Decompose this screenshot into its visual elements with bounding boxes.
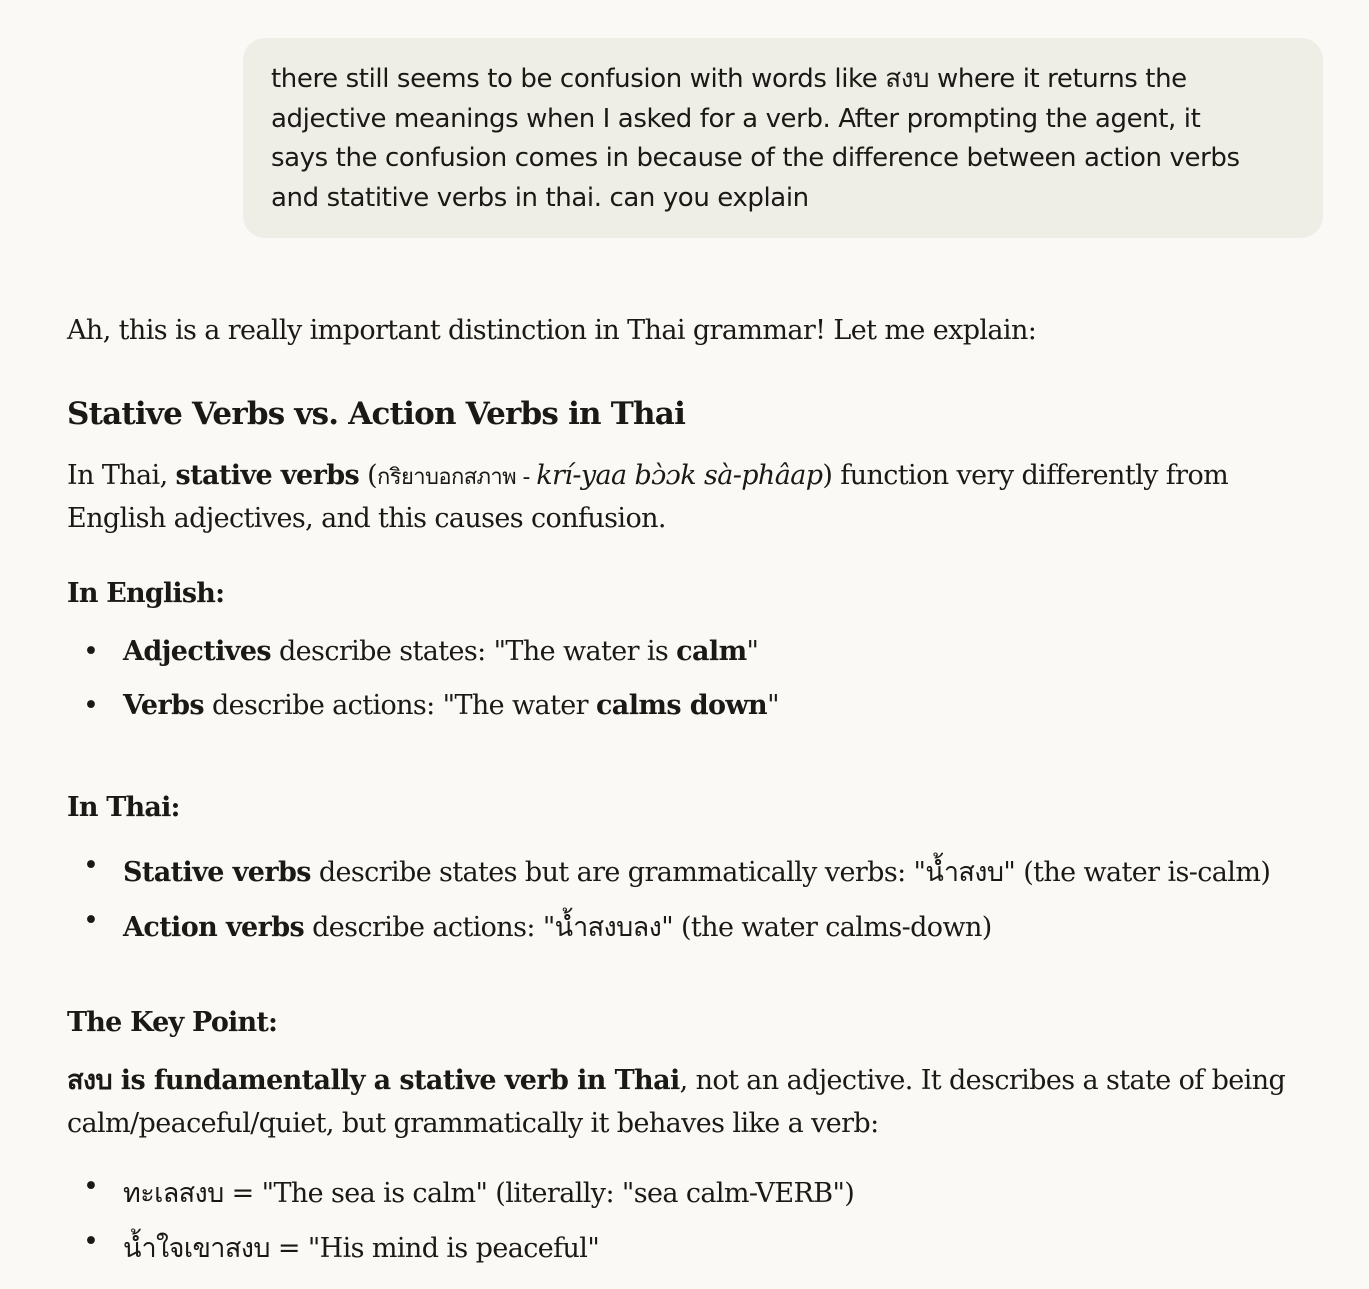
text: In Thai, [67, 460, 176, 491]
paragraph-line: English adjectives, and this causes confusion. [67, 503, 666, 534]
bullet: • [83, 1171, 99, 1202]
list-item [83, 850, 1271, 893]
subheading-thai: In Thai: [67, 792, 180, 823]
user-message-line: there still seems to be confusion with words like สงบ where it returns the [271, 64, 1187, 94]
list-item [83, 636, 759, 667]
text: , not an adjective. It describes a state of being [679, 1065, 1286, 1096]
text: describe actions: "The water [203, 690, 596, 721]
bullet: • [83, 636, 99, 667]
text: " [767, 690, 779, 721]
user-message-line: and statitive verbs in thai. can you explain [271, 182, 809, 213]
thai-text: กริยาบอกสภาพ - [377, 465, 537, 490]
list-item [83, 1171, 855, 1214]
bold-text: calms down [595, 690, 768, 721]
bullet: • [83, 905, 99, 936]
text: " [746, 636, 759, 667]
text: describe states but are grammatically verbs: "น้ำสงบ" (the water is-calm) [310, 857, 1271, 888]
list-item [83, 1226, 600, 1269]
bullet: • [83, 690, 99, 721]
user-message-line: adjective meanings when I asked for a verb. After prompting the agent, it [271, 103, 1201, 134]
paragraph-line [67, 1059, 1285, 1102]
bold-text: Verbs [123, 690, 204, 721]
bold-text: สงบ is fundamentally a stative verb in Thai [67, 1065, 680, 1096]
text: describe states: "The water is [271, 636, 677, 667]
bold-text: Adjectives [123, 636, 272, 667]
bold-text: calm [676, 636, 747, 667]
text: function very differently from [832, 460, 1229, 491]
user-message-line: says the confusion comes in because of the difference between action verbs [271, 143, 1240, 173]
paragraph-line [67, 454, 1228, 499]
subheading-key-point: The Key Point: [67, 1007, 278, 1038]
bullet: • [83, 850, 99, 881]
text: describe actions: "น้ำสงบลง" (the water calms-down) [304, 912, 992, 943]
section-heading: Stative Verbs vs. Action Verbs in Thai [67, 396, 686, 432]
text: ) [822, 460, 833, 491]
italic-transliteration: krí-yaa bɔ̀ɔk sà-phâap [536, 460, 823, 491]
list-item [83, 905, 992, 948]
paragraph-line: calm/peaceful/quiet, but grammatically it behaves like a verb: [67, 1108, 879, 1139]
bold-text: stative verbs [175, 460, 360, 491]
text: ( [359, 460, 378, 491]
subheading-english: In English: [67, 578, 225, 609]
user-message-bubble [243, 38, 1323, 238]
bold-text: Stative verbs [123, 857, 311, 888]
intro-paragraph: Ah, this is a really important distinction in Thai grammar! Let me explain: [67, 315, 1037, 346]
example-text: ทะเลสงบ = "The sea is calm" (literally: "sea calm-VERB") [123, 1178, 855, 1209]
list-item [83, 690, 779, 721]
bullet: • [83, 1226, 99, 1257]
bold-text: Action verbs [123, 912, 305, 943]
example-text: น้ำใจเขาสงบ = "His mind is peaceful" [123, 1233, 600, 1264]
